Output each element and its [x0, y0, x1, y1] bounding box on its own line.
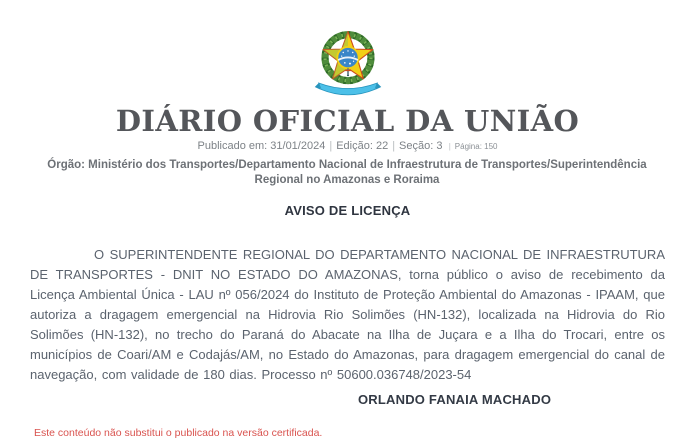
publication-meta — [0, 140, 695, 152]
published-date: Publicado em: 31/01/2024 — [197, 140, 326, 152]
meta-separator: | — [448, 142, 451, 151]
certification-disclaimer: Este conteúdo não substitui o publicado na versão certificada. — [34, 427, 323, 439]
page-title: DIÁRIO OFICIAL DA UNIÃO — [115, 104, 580, 138]
meta-separator: | — [329, 140, 333, 152]
meta-separator: | — [392, 140, 396, 152]
edition-number: Edição: 22 — [336, 140, 389, 152]
page-number: | Página: 150 — [442, 142, 497, 151]
brazil-coat-of-arms — [0, 26, 695, 107]
notice-body: O SUPERINTENDENTE REGIONAL DO DEPARTAMENTO NACIONAL DE INFRAESTRUTURA DE TRANSPORTES - DNIT NO ESTADO DO AMAZONAS, torna público o aviso de recebimento da Licença Ambiental Única - LAU nº 056/2024 do Instituto de Proteção Ambiental do Amazonas - IPAAM, que autoriza a dragagem emergencial na Hidrovia Rio Solimões (HN-132), localizada na Hidrovia do Rio Solimões (HN-132), no trecho do Paraná do Abacate na Ilha de Juçara e a Ilha do Trocari, entre os municípios de Coari/AM e Codajás/AM, no Estado do Amazonas, para dragagem emergencial do canal de navegação, com validade de 180 dias. Processo nº 50600.036748/2023-54 — [30, 247, 665, 382]
signature-name: ORLANDO FANAIA MACHADO — [358, 392, 552, 407]
section-number: Seção: 3 — [399, 140, 443, 152]
notice-title: AVISO DE LICENÇA — [284, 203, 411, 218]
organ-line: Órgão: Ministério dos Transportes/Departamento Nacional de Infraestrutura de Transportes/Superintendência Regional no Amazonas e Roraima — [47, 159, 647, 186]
